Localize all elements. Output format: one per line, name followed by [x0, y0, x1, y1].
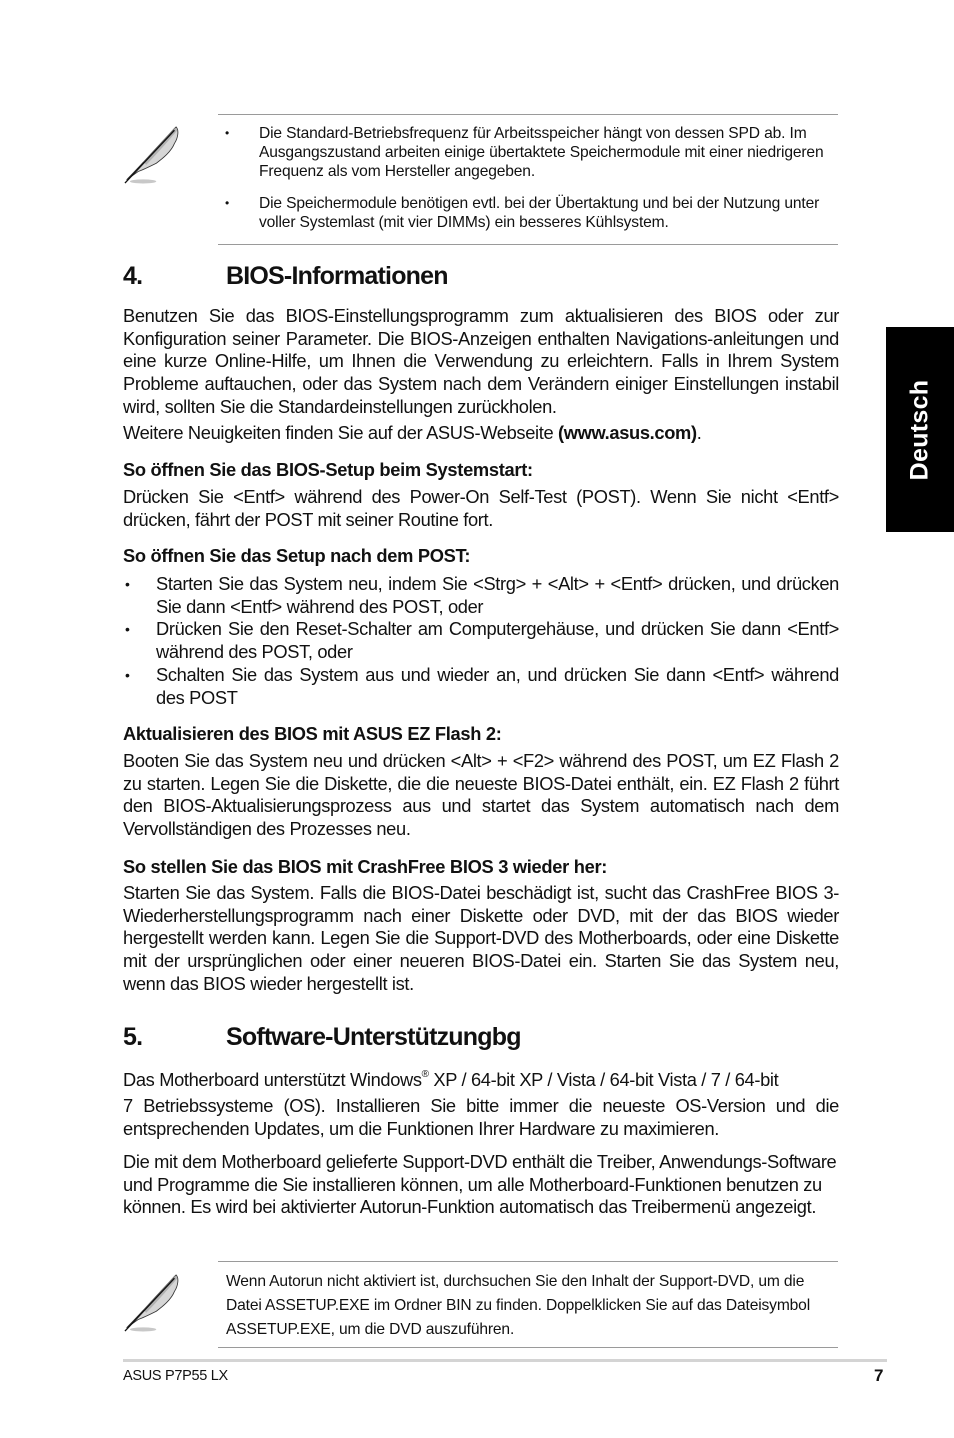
subheading-ez-flash: Aktualisieren des BIOS mit ASUS EZ Flash 2: [123, 723, 502, 744]
os-support-line1 [123, 1069, 839, 1092]
section-number: 5. [123, 1023, 143, 1051]
registered-mark: ® [421, 1068, 429, 1080]
section-title: BIOS-Informationen [226, 262, 448, 290]
footer-product-name: ASUS P7P55 LX [123, 1368, 228, 1384]
note-bottom-text: Wenn Autorun nicht aktiviert ist, durchsuchen Sie den Inhalt der Support-DVD, um die Datei ASSETUP.EXE im Ordner BIN zu finden. Doppelklicken Sie auf das Dateisymbol ASSETUP.EXE, um die DVD auszuführen. [226, 1273, 811, 1338]
website-prefix: Weitere Neuigkeiten finden Sie auf der ASUS-Webseite [123, 422, 559, 443]
feather-note-icon [120, 122, 186, 188]
bullet-icon: • [125, 667, 130, 683]
list-item: • Starten Sie das System neu, indem Sie <Strg> + <Alt> + <Entf> drücken, und drücken Sie dann <Entf> während des POST, oder [125, 573, 839, 617]
note-top-bullet: • Die Speichermodule benötigen evtl. bei der Übertaktung und bei der Nutzung unter voller Systemlast (mit vier DIMMs) ein besseres Kühlsystem. [225, 195, 820, 232]
list-item: • Schalten Sie das System aus und wieder an, und drücken Sie dann <Entf> während des POST [125, 664, 839, 708]
language-tab-label: Deutsch [905, 379, 934, 480]
note-top-bullet: • Die Standard-Betriebsfrequenz für Arbeitsspeicher hängt von dessen SPD ab. Im Ausgangszustand arbeiten einige übertaktete Speichermodule mit einer niedrigeren Frequenz als vom Hersteller angegeben. [225, 125, 824, 181]
note-bottom-rule [218, 1347, 838, 1348]
footer-rule [123, 1359, 887, 1362]
subheading-bios-setup-start: So öffnen Sie das BIOS-Setup beim Systemstart: [123, 459, 533, 480]
bullet-icon: • [225, 126, 230, 140]
bullet-icon: • [125, 621, 130, 637]
website-line [123, 422, 839, 445]
support-dvd-text: Die mit dem Motherboard gelieferte Support-DVD enthält die Treiber, Anwendungs-Software und Programme die Sie installieren können, um alle Motherboard-Funktionen benutzen zu können. Es wird bei aktivierter Autorun-Funktion automatisch das Treibermenü angezeigt. [123, 1151, 837, 1218]
subheading-setup-after-post: So öffnen Sie das Setup nach dem POST: [123, 545, 471, 566]
bullet-icon: • [225, 196, 230, 210]
ez-flash-text: Booten Sie das System neu und drücken <Alt> + <F2> während des POST, um EZ Flash 2 zu starten. Legen Sie die Diskette, die die neueste BIOS-Datei enthält, ein. EZ Flash 2 führt den BIOS-Aktualisierungsprozess aus und startet das System automatisch nach dem Vervollständigen des Prozesses neu. [123, 750, 839, 840]
bios-setup-start-text: Drücken Sie <Entf> während des Power-On Self-Test (POST). Wenn Sie nicht <Entf> drücken, fährt der POST mit seiner Routine fort. [123, 486, 839, 530]
os-text-a: Das Motherboard unterstützt Windows [123, 1069, 422, 1090]
os-text-b: XP / 64-bit XP / Vista / 64-bit Vista / 7 / 64-bit [428, 1069, 779, 1090]
section-4-intro: Benutzen Sie das BIOS-Einstellungsprogramm zum aktualisieren des BIOS oder zur Konfiguration seiner Parameter. Die BIOS-Anzeigen enthalten Navigations-anleitungen und eine kurze Online-Hilfe, um Ihnen die Verwendung zu erleichtern. Falls in Ihrem System Probleme auftauchen, oder das System nach dem Verändern einiger Einstellungen instabil wird, sollten Sie die Standardeinstellungen zurückholen. [123, 305, 839, 417]
section-title: Software-Unterstützungbg [226, 1023, 521, 1051]
crashfree-text: Starten Sie das System. Falls die BIOS-Datei beschädigt ist, sucht das CrashFree BIOS 3-Wiederherstellungsprogramm nach einer Diskette oder DVD, mit der das BIOS wieder hergestellt werden kann. Legen Sie die Support-DVD des Motherboards, oder eine Diskette mit der ursprünglichen oder einer neueren BIOS-Datei ein. Starten Sie das System neu, wenn das BIOS wieder hergestellt ist. [123, 882, 839, 994]
language-tab [886, 327, 954, 532]
feather-note-icon [120, 1270, 186, 1336]
list-item: • Drücken Sie den Reset-Schalter am Computergehäuse, und drücken Sie dann <Entf> während des POST, oder [125, 618, 839, 662]
os-support-text: 7 Betriebssysteme (OS). Installieren Sie bitte immer die neueste OS-Version und die entsprechenden Updates, um die Funktionen Ihrer Hardware zu maximieren. [123, 1095, 839, 1139]
bullet-icon: • [125, 576, 130, 592]
asus-website-link[interactable]: (www.asus.com) [558, 422, 697, 443]
note-bottom-rule [218, 1261, 838, 1262]
page-number: 7 [874, 1366, 884, 1385]
note-top-rule [218, 244, 838, 245]
subheading-crashfree: So stellen Sie das BIOS mit CrashFree BIOS 3 wieder her: [123, 856, 608, 877]
note-top-rule [218, 114, 838, 115]
section-number: 4. [123, 262, 143, 290]
website-suffix: . [696, 422, 702, 443]
